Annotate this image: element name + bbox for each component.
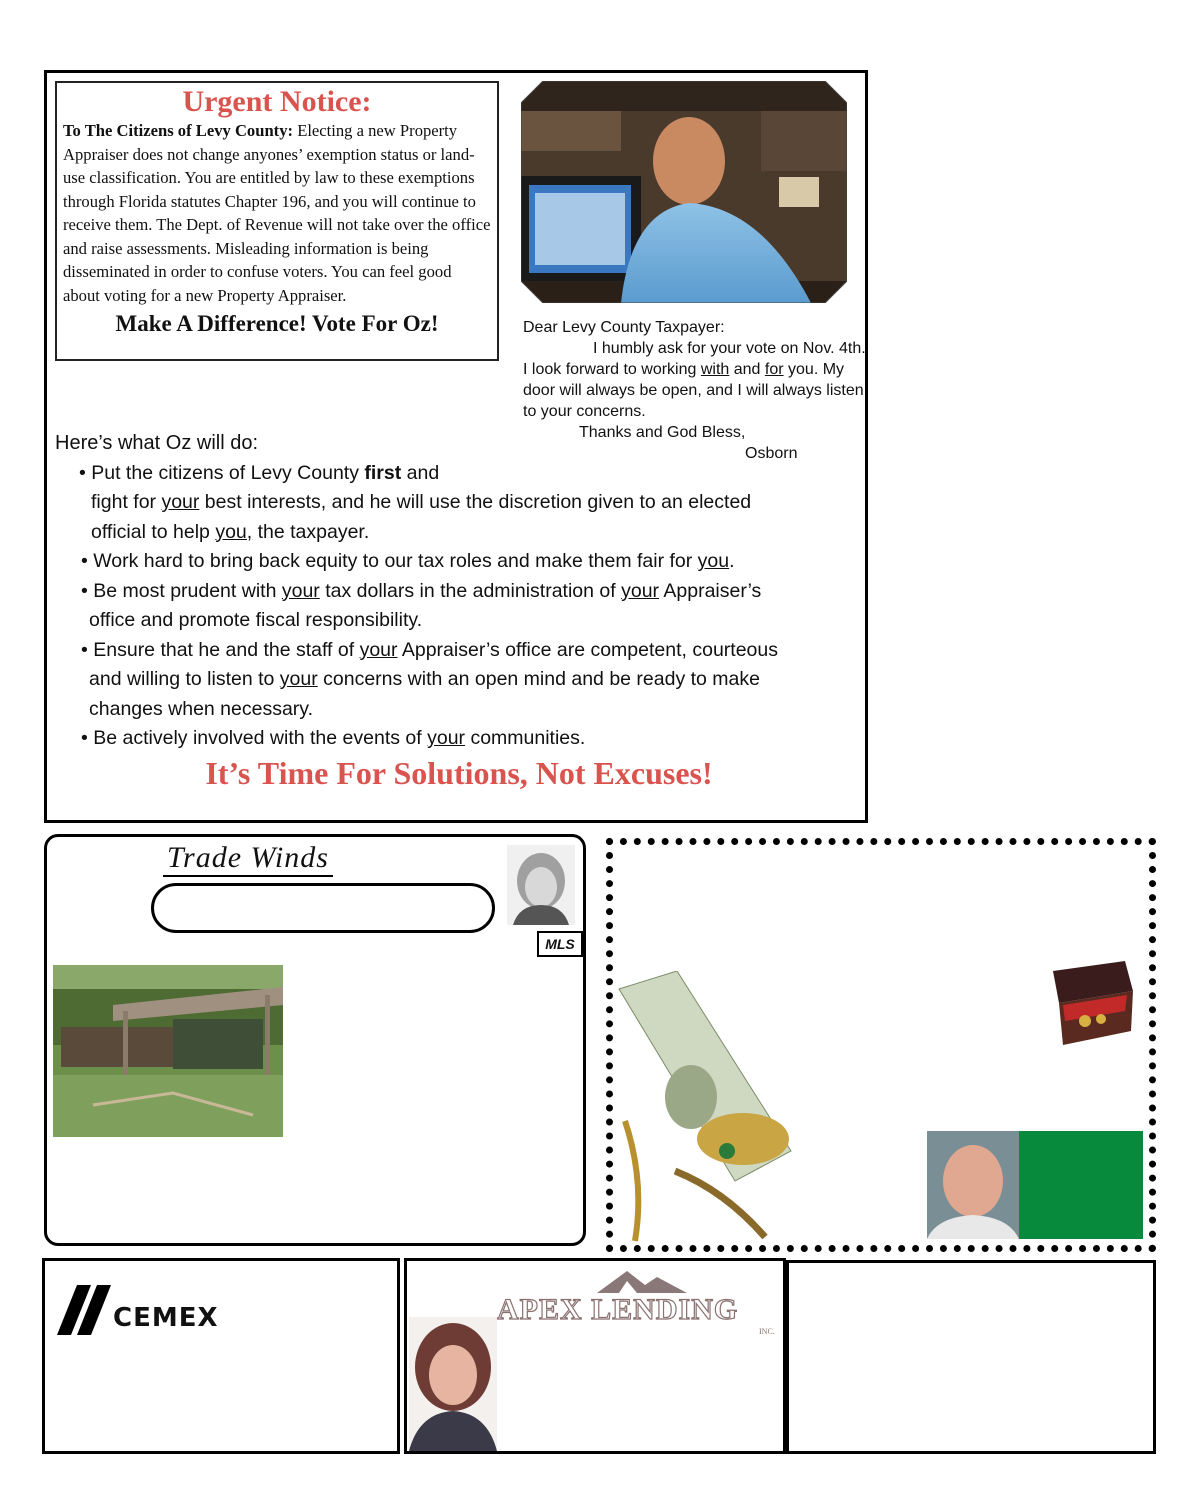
item-you: you: [697, 550, 730, 572]
item-text: .: [729, 550, 735, 572]
item-text: official to help: [91, 520, 216, 543]
platform-item-continuation: [55, 665, 855, 695]
platform-item: [55, 577, 855, 607]
tradewinds-logo: Trade Winds: [163, 841, 333, 877]
platform-heading: Here’s what Oz will do:: [55, 432, 259, 454]
letter-and: and: [729, 361, 765, 378]
notice-body: [63, 119, 491, 307]
cemex-logo: [57, 1285, 237, 1335]
item-your: your: [281, 579, 320, 602]
item-text: • Ensure that he and the staff of: [81, 638, 360, 661]
platform-item: [55, 459, 855, 489]
tradewinds-ad: [44, 834, 586, 1246]
item-text: • Be actively involved with the events of: [81, 727, 428, 749]
platform-item-continuation: [55, 518, 855, 548]
item-text: concerns with an open mind and be ready to make: [317, 668, 760, 690]
jewelry-box-image: [1045, 951, 1141, 1047]
platform-item: [55, 724, 855, 754]
item-text: and: [401, 461, 440, 484]
letter-for: for: [764, 361, 784, 378]
platform-item-continuation: changes when necessary.: [89, 697, 314, 720]
notice-text: Electing a new Property Appraiser does not change anyones’ exemption status or land-use classification. You are entitled by law to these exemptions through Florida statutes Chapter 196, and you will continue to receive them. The Dept. of Revenue will not take over the office and raise assessments. Misleading information is being disseminated in order to confuse voters. You can feel good about voting for a new Property Appraiser.: [63, 121, 491, 305]
letter-signature: Osborn: [745, 445, 798, 462]
cemex-slash-icon: [57, 1285, 117, 1335]
item-text: • Put the citizens of Levy County: [79, 461, 365, 484]
item-text: • Be most prudent with: [81, 579, 282, 602]
house-photo: [53, 965, 283, 1137]
item-your: your: [427, 727, 466, 749]
apex-logo: APEX LENDING: [497, 1293, 739, 1326]
agent-photo: [507, 845, 575, 925]
blank-ad-box: [786, 1260, 1156, 1454]
item-text: fight for: [91, 491, 162, 513]
item-your: your: [279, 668, 318, 690]
item-your: your: [359, 638, 398, 661]
letter-text-2: you. My door will always be open, and I will always listen to your concerns.: [523, 361, 864, 420]
mountain-icon: [597, 1267, 687, 1293]
item-emphasis: first: [364, 461, 402, 484]
item-text: tax dollars in the administration of: [319, 579, 622, 602]
letter-text: I humbly ask for your vote on Nov. 4th. I look forward to working: [523, 340, 866, 378]
item-your: your: [621, 579, 660, 602]
platform-item-continuation: office and promote fiscal responsibility.: [89, 609, 423, 631]
letter-closing: Thanks and God Bless,: [579, 424, 746, 441]
candidate-photo: [521, 81, 847, 303]
buyer-photo: [927, 1131, 1019, 1239]
cemex-ad: [42, 1258, 400, 1454]
campaign-ad: [44, 70, 868, 823]
campaign-slogan: It’s Time For Solutions, Not Excuses!: [205, 755, 713, 791]
letter-with: with: [700, 361, 730, 378]
item-text: and willing to listen to: [89, 668, 280, 690]
tradewinds-banner-box: [151, 883, 495, 933]
platform-item: [55, 636, 855, 666]
notice-lead: To The Citizens of Levy County:: [63, 121, 294, 140]
item-text: • Work hard to bring back equity to our tax roles and make them fair for: [81, 550, 698, 572]
item-text: Appraiser’s: [659, 579, 762, 602]
loan-officer-photo: [409, 1317, 497, 1451]
notice-cta: Make A Difference! Vote For Oz!: [115, 311, 439, 336]
apex-lending-ad: [404, 1258, 786, 1454]
platform-list: [55, 429, 855, 754]
cemex-wordmark: CEMEX: [113, 1303, 219, 1333]
platform-item: [55, 547, 855, 577]
letter-body: [523, 338, 868, 422]
gold-buyer-ad: [606, 838, 1156, 1252]
item-your: your: [161, 491, 200, 513]
item-text: best interests, and he will use the discretion given to an elected: [199, 491, 752, 513]
notice-title: Urgent Notice:: [182, 85, 372, 118]
item-text: communities.: [465, 727, 586, 749]
cash-jewelry-image: [615, 971, 805, 1245]
platform-item-continuation: [55, 488, 855, 518]
item-you: you,: [215, 520, 253, 543]
letter-greeting: Dear Levy County Taxpayer:: [523, 319, 725, 336]
green-block: [1019, 1131, 1143, 1239]
item-text: the taxpayer.: [252, 520, 370, 543]
apex-inc: INC.: [759, 1327, 775, 1336]
urgent-notice-box: [55, 81, 499, 361]
mls-logo: MLS: [537, 931, 583, 957]
item-text: Appraiser’s office are competent, courteous: [397, 638, 778, 661]
